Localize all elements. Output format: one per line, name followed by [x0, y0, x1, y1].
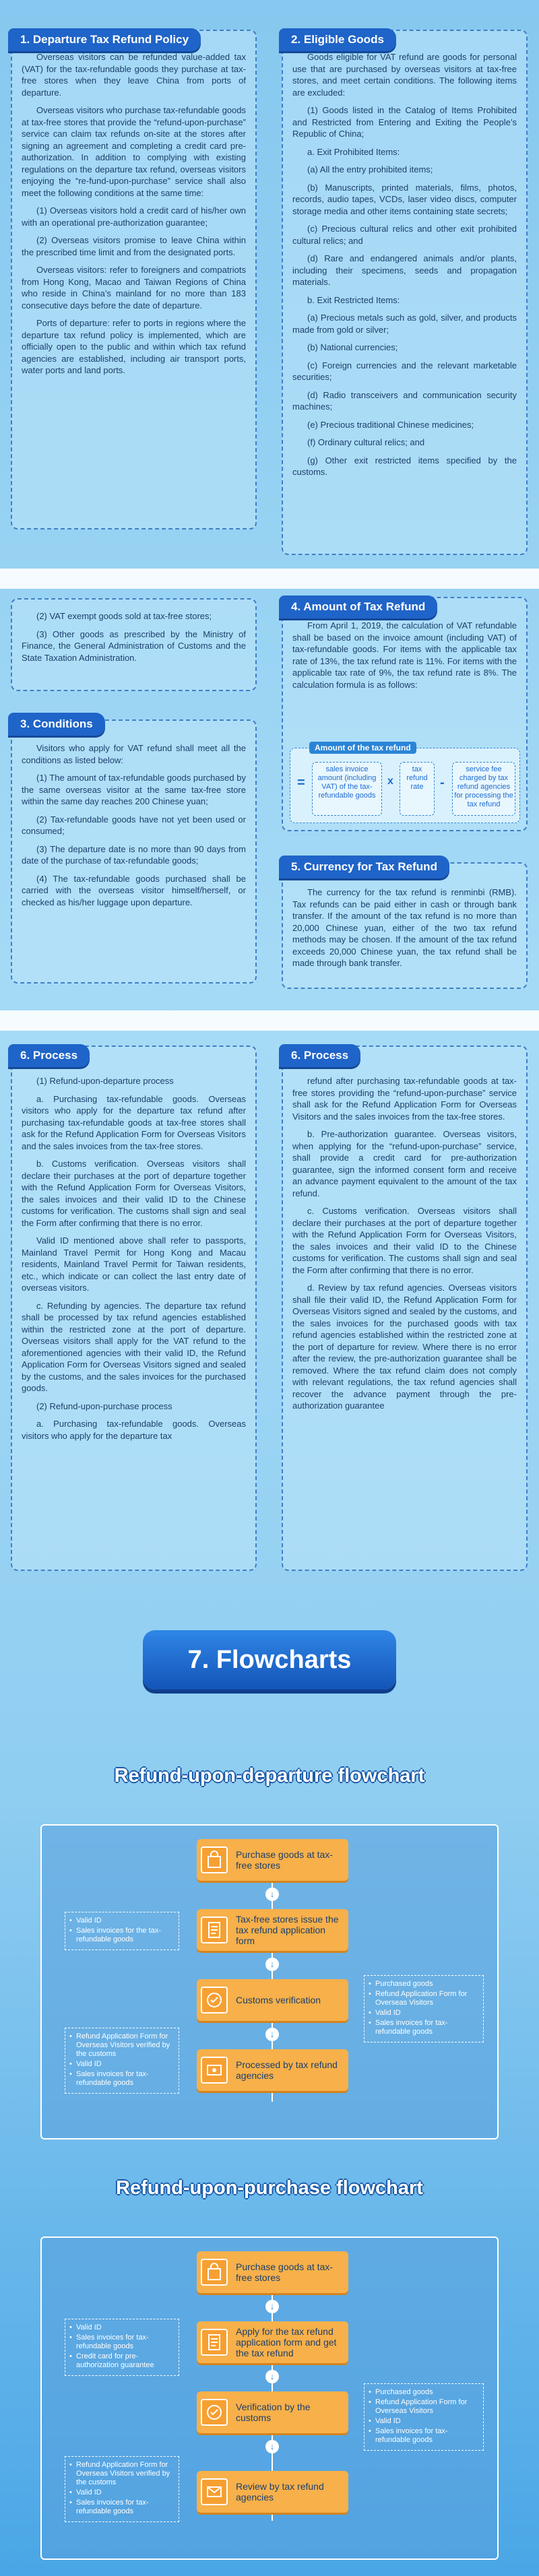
- down-arrow-icon: ↓: [265, 1958, 279, 1971]
- paragraph: (3) Other goods as prescribed by the Ministry of Finance, the General Administration of Customs and the State Taxation Administration.: [22, 629, 246, 663]
- paragraph: (f) Ordinary cultural relics; and: [307, 437, 425, 447]
- down-arrow-icon: ↓: [265, 2440, 279, 2453]
- section-title-process-right: 6. Process: [279, 1044, 360, 1067]
- paragraph: d. Review by tax refund agencies. Overseas visitors shall file their valid ID, the Refund Application Form for Overseas Visitors signed and sealed by the customs, and the sales invoices for the purchased goods with tax refund agencies established within the restricted zone at the port of departure for review. Where there is no error after the review, the pre-authorization guarantee shall be removed. Where the tax refund claim does not comply with relevant regulations, the tax refund agencies shall recover the advance payment through the pre-authorization guarantee: [292, 1283, 517, 1411]
- purchase-flowchart-title: Refund-upon-purchase flowchart: [116, 2177, 423, 2199]
- note-item: • Valid ID: [69, 2060, 175, 2069]
- flowcharts-title: 7. Flowcharts: [143, 1630, 396, 1689]
- note-item: • Credit card for pre-authorization guarantee: [69, 2352, 175, 2370]
- departure-step-1-label: Purchase goods at tax-free stores: [236, 1849, 333, 1871]
- conditions-text: [22, 742, 246, 914]
- paragraph: Goods eligible for VAT refund are goods for personal use that are purchased by overseas visitors at tax-free stores, and meet certain conditions. The following items are excluded:: [292, 52, 517, 98]
- departure-step-2: [197, 1909, 348, 1951]
- note-item: • Sales invoices for tax-refundable goods: [69, 2499, 175, 2516]
- equals-sign: =: [297, 775, 305, 790]
- departure-step-4: [197, 2049, 348, 2091]
- process-panel-right: [282, 1045, 528, 1571]
- paragraph: (2) Refund-upon-purchase process: [36, 1400, 172, 1411]
- paragraph: Valid ID mentioned above shall refer to passports, Mainland Travel Permit for Hong Kong and Macau residents, Mainland Travel Permit for Taiwan residents, etc., which indicate or can collect the last entry date of overseas visitors.: [22, 1235, 246, 1293]
- paragraph: Ports of departure: refer to ports in regions where the departure tax refund policy is implemented, which are officially open to the public and within which tax refund agencies are established, including air transport ports, water ports and land ports.: [22, 318, 246, 375]
- form-icon: [201, 1917, 228, 1943]
- refund-icon: [201, 2057, 228, 2084]
- paragraph: (c) Precious cultural relics and other exit prohibited cultural relics; and: [292, 224, 517, 246]
- currency-text: [292, 887, 517, 975]
- eligible-goods-text: [292, 51, 517, 484]
- paragraph: (e) Precious traditional Chinese medicines;: [307, 419, 474, 430]
- minus-sign: -: [440, 775, 445, 790]
- purchase-step-4: [197, 2471, 348, 2513]
- currency-panel: [282, 862, 528, 989]
- review-icon: [201, 2478, 228, 2505]
- eligible-goods-continued-panel: [11, 598, 257, 691]
- paragraph: (a) Precious metals such as gold, silver, and products made from gold or silver;: [292, 313, 517, 335]
- purchase-step-2: [197, 2321, 348, 2363]
- note-item: • Sales invoices for tax-refundable goods: [369, 2019, 479, 2036]
- paragraph: (1) The amount of tax-refundable goods purchased by the same overseas visitor at the same tax-free store within the same day reaches 200 Chinese yuan;: [22, 773, 246, 806]
- down-arrow-icon: ↓: [265, 1888, 279, 1901]
- paragraph: (g) Other exit restricted items specified by the customs.: [292, 455, 517, 477]
- purchase-step-3-label: Verification by the customs: [236, 2402, 311, 2423]
- paragraph: (2) Tax-refundable goods have not yet been used or consumed;: [22, 814, 246, 836]
- process-panel-left: [11, 1045, 257, 1571]
- conditions-panel: [11, 719, 257, 984]
- paragraph: (b) Manuscripts, printed materials, films, photos, records, audio tapes, VCDs, laser video discs, computer storage media and other items containing state secrets;: [292, 182, 517, 216]
- paragraph: c. Refunding by agencies. The departure tax refund shall be processed by tax refund agencies established within the restricted zone at the port of departure. Overseas visitors shall apply for the VAT refund to the aforementioned agencies with their valid ID, the Refund Application Form for Overseas Visitors signed and sealed by the customs, and the sales invoices for the purchased goods.: [22, 1300, 246, 1393]
- section-title-amount: 4. Amount of Tax Refund: [279, 595, 437, 618]
- note-item: • Valid ID: [369, 2009, 479, 2018]
- purchase-flowchart: [40, 2236, 499, 2560]
- down-arrow-icon: ↓: [265, 2370, 279, 2383]
- departure-flowchart: [40, 1824, 499, 2139]
- paragraph: b. Pre-authorization guarantee. Overseas visitors, when applying for the “refund-upon-purchase” service, shall provide a credit card for pre-authorization guarantee, sign the informed consent form and receive an advance payment equivalent to the amount of the tax refund.: [292, 1129, 517, 1198]
- paragraph: (c) Foreign currencies and the relevant marketable securities;: [292, 360, 517, 382]
- paragraph: (4) The tax-refundable goods purchased shall be carried with the overseas visitor himself/herself, or checked as his/her luggage upon departure.: [22, 873, 246, 907]
- paragraph: Overseas visitors: refer to foreigners and compatriots from Hong Kong, Macao and Taiwan Regions of China who reside in China’s mainland for no more than 183 consecutive days before the date of departure.: [22, 265, 246, 311]
- note-item: • Refund Application Form for Overseas Visitors verified by the customs: [69, 2461, 175, 2487]
- note-item: • Valid ID: [69, 2488, 175, 2497]
- paragraph: a. Purchasing tax-refundable goods. Overseas visitors who apply for the departure tax refund after purchasing tax-refundable goods at tax-free stores shall ask for the Refund Application Form for Overseas Visitors and the sales invoices from the tax-free stores.: [22, 1093, 246, 1151]
- multiply-sign: x: [387, 775, 393, 787]
- paragraph: a. Exit Prohibited Items:: [307, 146, 400, 157]
- paragraph: Visitors who apply for VAT refund shall meet all the conditions as listed below:: [22, 743, 246, 765]
- departure-note-store: [65, 1912, 179, 1950]
- purchase-step-1: [197, 2251, 348, 2293]
- paragraph: refund after purchasing tax-refundable goods at tax-free stores providing the “refund-upon-purchase” service shall ask for the Refund Application Form for Overseas Visitors and the sales invoices from the tax-free stores.: [292, 1076, 517, 1122]
- customs-icon: [201, 1987, 228, 2014]
- departure-step-3-label: Customs verification: [236, 1995, 321, 2005]
- paragraph: Overseas visitors who purchase tax-refundable goods at tax-free stores that provide the “refund-upon-purchase” service can claim tax refunds on-site at the stores after signing an agreement and completing a credit card pre-authorization. In addition to complying with existing regulations on the departure tax refund, overseas visitors enjoying the “re-fund-upon-purchase” service shall also meet the following conditions at the same time:: [22, 105, 246, 198]
- formula-invoice-amount: sales invoice amount (including VAT) of the tax-refundable goods: [312, 762, 382, 816]
- purchase-step-1-label: Purchase goods at tax-free stores: [236, 2261, 333, 2283]
- note-item: • Refund Application Form for Overseas Visitors: [369, 1990, 479, 2007]
- down-arrow-icon: ↓: [265, 2300, 279, 2313]
- note-item: • Purchased goods: [369, 1980, 479, 1989]
- down-arrow-icon: ↓: [265, 2028, 279, 2041]
- formula-label: Amount of the tax refund: [309, 742, 416, 754]
- eligible-goods-continued-text: [22, 610, 246, 670]
- note-item: • Sales invoices for the tax-refundable goods: [69, 1927, 175, 1944]
- note-item: • Valid ID: [69, 2323, 175, 2332]
- departure-step-1: [197, 1839, 348, 1881]
- paragraph: (2) VAT exempt goods sold at tax-free stores;: [36, 611, 212, 621]
- paragraph: (1) Overseas visitors hold a credit card of his/her own with an operational pre-authorization guarantee;: [22, 205, 246, 228]
- process-text-right: [292, 1075, 517, 1418]
- note-item: • Valid ID: [369, 2417, 479, 2426]
- shopping-bag-icon: [201, 1846, 228, 1873]
- purchase-note-store: [65, 2319, 179, 2376]
- departure-note-customs: [364, 1975, 484, 2042]
- paragraph: (2) Overseas visitors promise to leave China within the prescribed time limit and from the designated ports.: [22, 235, 246, 257]
- section-title-conditions: 3. Conditions: [8, 713, 105, 736]
- shopping-bag-icon: [201, 2259, 228, 2286]
- section-title-currency: 5. Currency for Tax Refund: [279, 856, 449, 878]
- paragraph: b. Exit Restricted Items:: [307, 294, 400, 305]
- paragraph: Overseas visitors can be refunded value-added tax (VAT) for the tax-refundable goods they purchase at tax-free stores when they leave China from ports of departure.: [22, 52, 246, 98]
- paragraph: (a) All the entry prohibited items;: [307, 164, 433, 174]
- policy-text: [22, 51, 246, 383]
- departure-note-agency: [65, 2028, 179, 2094]
- paragraph: b. Customs verification. Overseas visitors shall declare their purchases at the port of departure together with the Refund Application Form for Overseas Visitors, the sales invoices and their valid ID to the Chinese customs for verification. The customs shall sign and seal the Form after confirming that there is no error.: [22, 1159, 246, 1228]
- customs-icon: [201, 2399, 228, 2426]
- amount-text: [292, 620, 517, 697]
- purchase-note-customs: [364, 2383, 484, 2451]
- paragraph: (d) Radio transceivers and communication security machines;: [292, 389, 517, 412]
- paragraph: The currency for the tax refund is renminbi (RMB). Tax refunds can be paid either in cash or through bank transfer. If the amount of the tax refund is no more than 20,000 Chinese yuan, either of the two tax refund methods may be chosen. If the amount of the tax refund exceeds 20,000 Chinese yuan, the tax refund shall be made through bank transfer.: [292, 887, 517, 968]
- paragraph: (1) Goods listed in the Catalog of Items Prohibited and Restricted from Entering and Exiting the People’s Republic of China;: [292, 105, 517, 139]
- policy-panel: [11, 30, 257, 529]
- tax-refund-formula: [290, 743, 520, 823]
- paragraph: (b) National currencies;: [307, 342, 398, 352]
- departure-step-2-label: Tax-free stores issue the tax refund application form: [236, 1914, 339, 1946]
- formula-refund-rate: tax refund rate: [400, 762, 435, 816]
- paragraph: (d) Rare and endangered animals and/or plants, including their specimens, seeds and propagation materials.: [292, 253, 517, 287]
- divider-band-2: [0, 1010, 539, 1031]
- section-title-policy: 1. Departure Tax Refund Policy: [8, 28, 201, 51]
- process-text-left: [22, 1075, 246, 1448]
- paragraph: c. Customs verification. Overseas visitors shall declare their purchases at the port of departure together with the Refund Application Form for Overseas Visitors, the sales invoices and their valid ID to the Chinese customs for verification. The customs shall sign and seal the Form after confirming that there is no error.: [292, 1206, 517, 1275]
- note-item: • Sales invoices for tax-refundable goods: [69, 2070, 175, 2088]
- departure-step-3: [197, 1979, 348, 2021]
- purchase-note-agency: [65, 2456, 179, 2522]
- paragraph: (3) The departure date is no more than 90 days from date of the purchase of tax-refundable goods;: [22, 843, 246, 866]
- departure-step-4-label: Processed by tax refund agencies: [236, 2059, 338, 2081]
- form-icon: [201, 2329, 228, 2356]
- departure-flowchart-title: Refund-upon-departure flowchart: [114, 1765, 425, 1786]
- note-item: • Refund Application Form for Overseas Visitors: [369, 2398, 479, 2416]
- paragraph: (1) Refund-upon-departure process: [36, 1076, 174, 1086]
- formula-service-fee: service fee charged by tax refund agencies for processing the tax refund: [452, 762, 515, 816]
- section-title-eligible-goods: 2. Eligible Goods: [279, 28, 396, 51]
- note-item: • Sales invoices for tax-refundable goods: [69, 2333, 175, 2351]
- purchase-step-3: [197, 2391, 348, 2433]
- note-item: • Sales invoices for tax-refundable goods: [369, 2427, 479, 2445]
- paragraph: a. Purchasing tax-refundable goods. Overseas visitors who apply for the departure tax: [22, 1419, 246, 1441]
- paragraph: From April 1, 2019, the calculation of VAT refundable shall be based on the invoice amount (including VAT) of tax-refundable goods. For items with the applicable tax rate of 13%, the tax refund rate is 11%. For items with the applicable tax rate of 9%, the tax refund rate is 8%. The calculation formula is as follows:: [292, 620, 517, 690]
- note-item: • Valid ID: [69, 1917, 175, 1925]
- note-item: • Refund Application Form for Overseas Visitors verified by the customs: [69, 2032, 175, 2059]
- purchase-step-4-label: Review by tax refund agencies: [236, 2481, 324, 2503]
- eligible-goods-panel: [282, 30, 528, 555]
- purchase-step-2-label: Apply for the tax refund application form and get the tax refund: [236, 2326, 337, 2358]
- divider-band: [0, 569, 539, 589]
- note-item: • Purchased goods: [369, 2388, 479, 2397]
- section-title-process-left: 6. Process: [8, 1044, 90, 1067]
